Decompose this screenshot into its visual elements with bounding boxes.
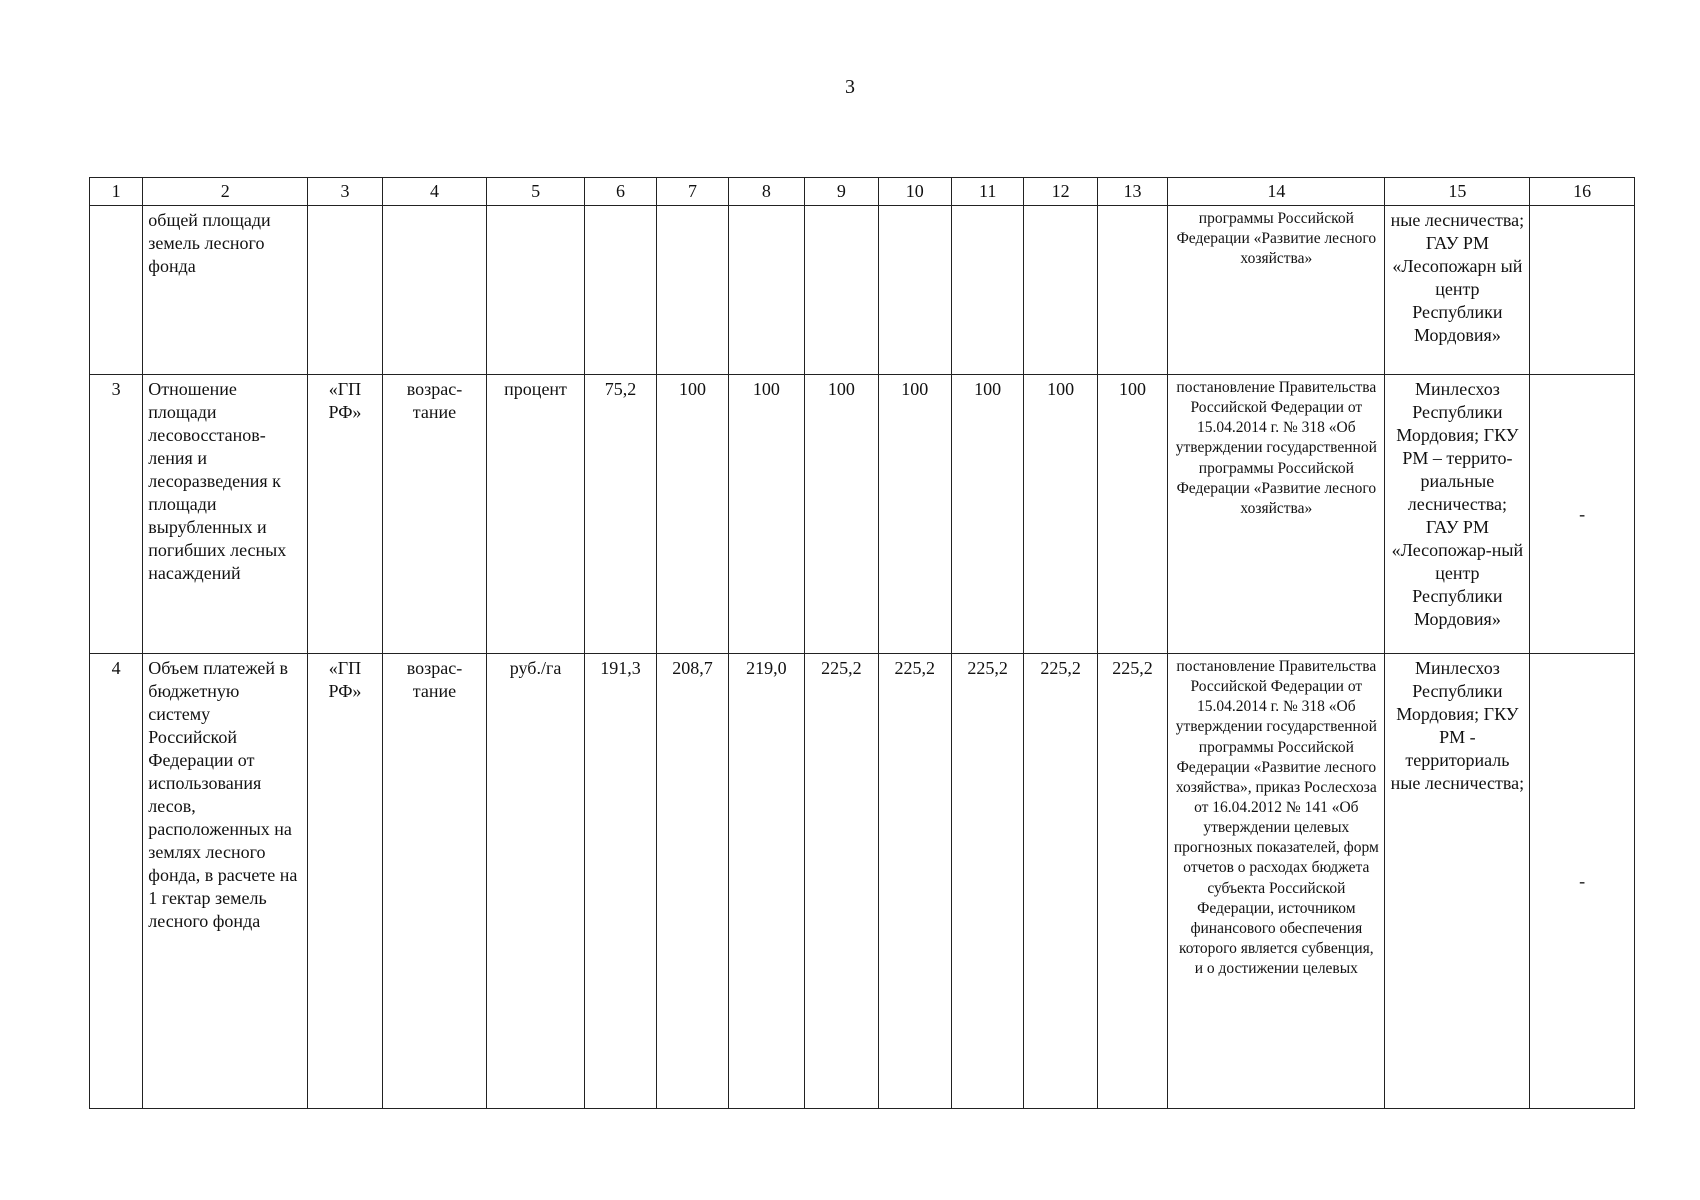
trend-cell: возрас-тание xyxy=(382,375,487,654)
value-cell xyxy=(584,206,656,375)
header-cell: 6 xyxy=(584,178,656,206)
header-cell: 1 xyxy=(90,178,143,206)
responsible-cell: Минлесхоз Республики Мордовия; ГКУ РМ - территориаль ные лесничества; xyxy=(1385,654,1530,1109)
table-row xyxy=(90,375,1635,654)
indicator-name: Объем платежей в бюджетную систему Российской Федерации от использования лесов, расположенных на землях лесного фонда, в расчете на 1 гектар земель лесного фонда xyxy=(143,654,308,1109)
row-number: 3 xyxy=(90,375,143,654)
header-row xyxy=(90,178,1635,206)
source-cell xyxy=(308,206,382,375)
value-cell: 100 xyxy=(657,375,728,654)
trend-cell: возрас-тание xyxy=(382,654,487,1109)
header-cell: 8 xyxy=(728,178,804,206)
value-cell xyxy=(878,206,951,375)
row-number xyxy=(90,206,143,375)
header-cell: 12 xyxy=(1024,178,1097,206)
unit-cell: процент xyxy=(487,375,585,654)
table-row xyxy=(90,206,1635,375)
basis-document-cell: постановление Правительства Российской Федерации от 15.04.2014 г. № 318 «Об утверждении государственной программы Российской Федерации «Развитие лесного хозяйства» xyxy=(1168,375,1385,654)
table-row xyxy=(90,654,1635,1109)
header-cell: 15 xyxy=(1385,178,1530,206)
value-cell xyxy=(728,206,804,375)
header-cell: 7 xyxy=(657,178,728,206)
value-cell: 225,2 xyxy=(805,654,878,1109)
value-cell: 100 xyxy=(805,375,878,654)
value-cell xyxy=(657,206,728,375)
source-cell: «ГП РФ» xyxy=(308,654,382,1109)
indicator-name: Отношение площади лесовосстанов-ления и лесоразведения к площади вырубленных и погибших лесных насаждений xyxy=(143,375,308,654)
value-cell xyxy=(951,206,1023,375)
value-cell: 225,2 xyxy=(1024,654,1097,1109)
value-cell: 75,2 xyxy=(584,375,656,654)
indicators-table xyxy=(89,177,1635,1109)
header-cell: 14 xyxy=(1168,178,1385,206)
value-cell: 225,2 xyxy=(1097,654,1167,1109)
basis-document-cell: программы Российской Федерации «Развитие лесного хозяйства» xyxy=(1168,206,1385,375)
header-cell: 4 xyxy=(382,178,487,206)
notes-cell: - xyxy=(1530,654,1635,1109)
value-cell: 225,2 xyxy=(951,654,1023,1109)
header-cell: 5 xyxy=(487,178,585,206)
unit-cell: руб./га xyxy=(487,654,585,1109)
basis-document-cell: постановление Правительства Российской Федерации от 15.04.2014 г. № 318 «Об утверждении государственной программы Российской Федерации «Развитие лесного хозяйства», приказ Рослесхоза от 16.04.2012 № 141 «Об утверждении целевых прогнозных показателей, форм отчетов о расходах бюджета субъекта Российской Федерации, источником финансового обеспечения которого является субвенция, и о достижении целевых xyxy=(1168,654,1385,1109)
notes-cell: - xyxy=(1530,375,1635,654)
header-cell: 11 xyxy=(951,178,1023,206)
source-cell: «ГП РФ» xyxy=(308,375,382,654)
value-cell: 225,2 xyxy=(878,654,951,1109)
notes-cell xyxy=(1530,206,1635,375)
responsible-cell: ные лесничества; ГАУ РМ «Лесопожарн ый центр Республики Мордовия» xyxy=(1385,206,1530,375)
value-cell: 191,3 xyxy=(584,654,656,1109)
trend-cell xyxy=(382,206,487,375)
value-cell xyxy=(1097,206,1167,375)
value-cell xyxy=(1024,206,1097,375)
value-cell: 208,7 xyxy=(657,654,728,1109)
value-cell: 100 xyxy=(951,375,1023,654)
header-cell: 16 xyxy=(1530,178,1635,206)
row-number: 4 xyxy=(90,654,143,1109)
value-cell xyxy=(805,206,878,375)
header-cell: 10 xyxy=(878,178,951,206)
indicator-name: общей площади земель лесного фонда xyxy=(143,206,308,375)
value-cell: 100 xyxy=(1024,375,1097,654)
header-cell: 2 xyxy=(143,178,308,206)
header-cell: 3 xyxy=(308,178,382,206)
header-cell: 9 xyxy=(805,178,878,206)
value-cell: 100 xyxy=(1097,375,1167,654)
page-number: 3 xyxy=(845,76,855,98)
unit-cell xyxy=(487,206,585,375)
value-cell: 100 xyxy=(878,375,951,654)
header-cell: 13 xyxy=(1097,178,1167,206)
value-cell: 100 xyxy=(728,375,804,654)
value-cell: 219,0 xyxy=(728,654,804,1109)
responsible-cell: Минлесхоз Республики Мордовия; ГКУ РМ – террито-риальные лесничества; ГАУ РМ «Лесопожар-ный центр Республики Мордовия» xyxy=(1385,375,1530,654)
